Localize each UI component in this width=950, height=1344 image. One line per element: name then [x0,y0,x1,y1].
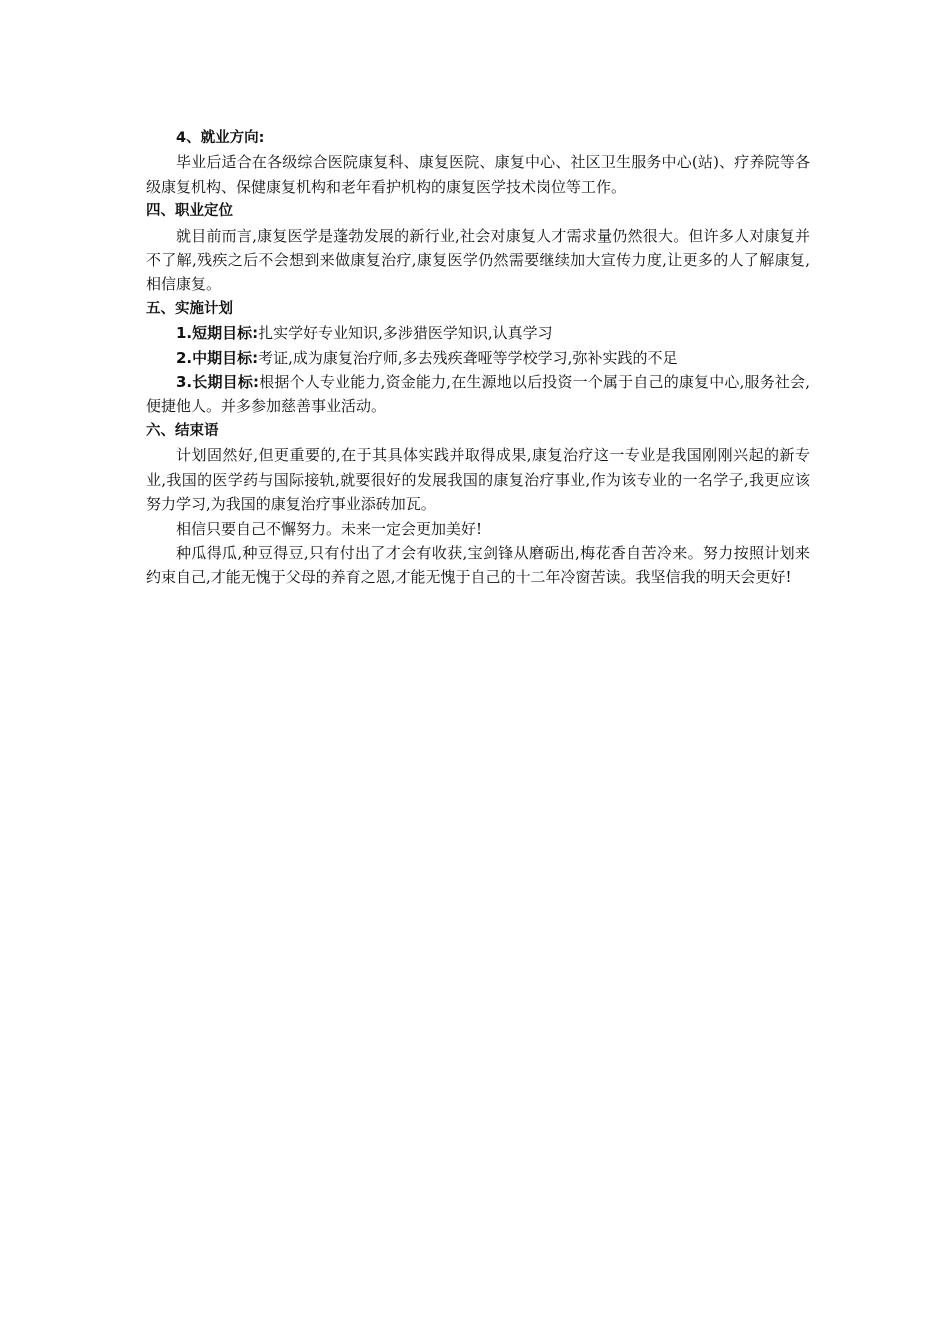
document-body [146,126,810,590]
goal-mid-term-text: 考证,成为康复治疗师,多去残疾聋哑等学校学习,弥补实践的不足 [258,348,678,367]
paragraph-conclusion-2: 相信只要自己不懈努力。未来一定会更加美好! [176,519,483,538]
goal-long-term [146,370,810,419]
paragraph-career-positioning: 就目前而言,康复医学是蓬勃发展的新行业,社会对康复人才需求量仍然很大。但许多人对康复并不了解,残疾之后不会想到来做康复治疗,康复医学仍然需要继续加大宣传力度,让更多的人了解康复,相信康复。 [146,226,810,294]
goal-short-term [146,321,810,345]
heading-employment-direction: 4、就业方向: [176,130,265,146]
heading-career-positioning: 四、职业定位 [146,203,233,220]
goal-long-term-text: 根据个人专业能力,资金能力,在生源地以后投资一个属于自己的康复中心,服务社会,便捷他人。并多参加慈善事业活动。 [146,373,811,416]
paragraph-conclusion-3: 种瓜得瓜,种豆得豆,只有付出了才会有收获,宝剑锋从磨砺出,梅花香自苦冷来。努力按照计划来约束自己,才能无愧于父母的养育之恩,才能无愧于自己的十二年冷窗苦读。我坚信我的明天会更好! [146,543,810,587]
goal-long-term-label: 3.长期目标: [176,373,260,392]
goal-mid-term [146,346,810,370]
goal-short-term-label: 1.短期目标: [176,324,259,343]
heading-implementation-plan: 五、实施计划 [146,300,233,317]
goal-mid-term-label: 2.中期目标: [176,348,259,367]
heading-conclusion: 六、结束语 [146,422,219,439]
goal-short-term-text: 扎实学好专业知识,多涉猎医学知识,认真学习 [258,324,553,343]
paragraph-employment-direction: 毕业后适合在各级综合医院康复科、康复医院、康复中心、社区卫生服务中心(站)、疗养院等各级康复机构、保健康复机构和老年看护机构的康复医学技术岗位等工作。 [146,153,810,196]
paragraph-conclusion-1: 计划固然好,但更重要的,在于其具体实践并取得成果,康复治疗这一专业是我国刚刚兴起的新专业,我国的医学药与国际接轨,就要很好的发展我国的康复治疗事业,作为该专业的一名学子,我更应该努力学习,为我国的康复治疗事业添砖加瓦。 [146,446,810,514]
